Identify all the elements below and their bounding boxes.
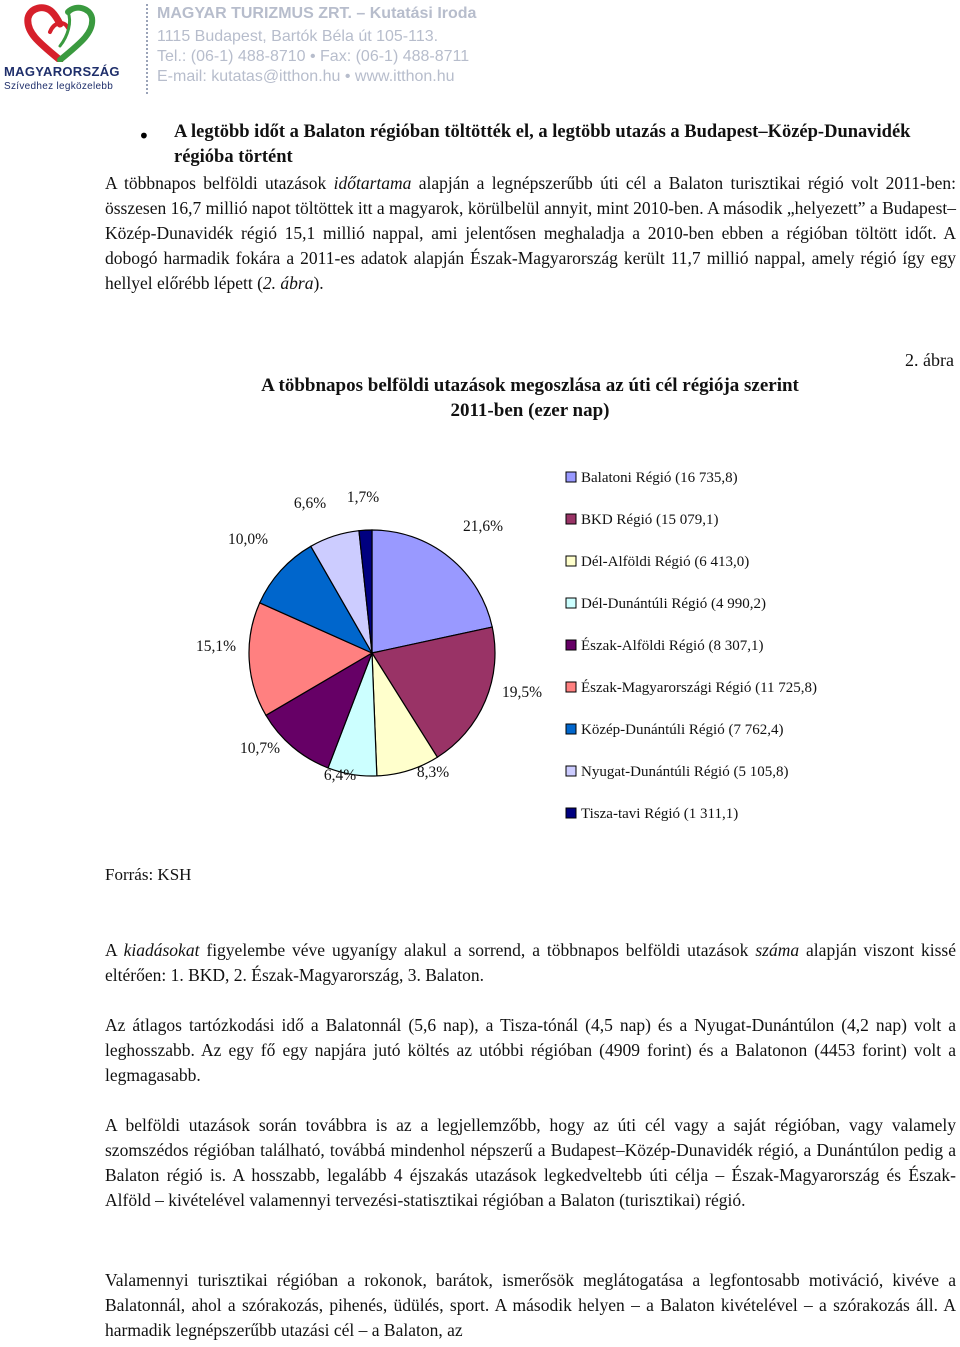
heart-logo-icon (18, 2, 102, 62)
magyarorszag-logo (4, 2, 124, 94)
legend-label: Dél-Dunántúli Régió (4 990,2) (581, 596, 766, 612)
paragraph-destinations: A belföldi utazások során továbbra is az a legjellemzőbb, hogy az úti cél vagy a saját régióban, vagy valamely szomszédos régióban található, továbbá mindenhol népszerű a Budapest–Közép-Dunavidék régió, a Dunántúlon pedig a Balaton régió is. A hosszabb, legalább 4 éjszakás utazások legkedveltebb úti célja – Észak-Magyarország és Észak-Alföld – kivételével valamennyi tervezési-statisztikai régióban a Balaton (turisztikai) régió. (105, 1115, 956, 1210)
header-org-name: MAGYAR TURIZMUS ZRT. – Kutatási Iroda (157, 5, 477, 22)
legend-label: Tisza-tavi Régió (1 311,1) (581, 806, 739, 822)
header-address: 1115 Budapest, Bartók Béla út 105-113. (157, 28, 439, 45)
paragraph-duration: A többnapos belföldi utazások időtartama alapján a legnépszerűbb úti cél a Balaton turisztikai régió volt 2011-ben: összesen 16,7 millió napot töltöttek itt a magyarok, körülbelül annyit, mint 2010-ben. A második „helyezett” a Budapest–Közép-Dunavidék régió 15,1 millió nappal, ami jelentősen meghaladja a 2010-ben ebben a régióban töltött időt. A dobogó harmadik fokára a 2011-es adatok alapján Észak-Magyarország került 11,7 millió nappal, amely régió így egy hellyel előrébb lépett (2. ábra). (105, 173, 956, 293)
slice-percent-label: 15,1% (195, 638, 237, 655)
legend-label: Észak-Magyarországi Régió (11 725,8) (581, 680, 818, 696)
legend-label: Dél-Alföldi Régió (6 413,0) (581, 554, 750, 570)
legend-swatch (566, 514, 576, 524)
paragraph-expenses: A kiadásokat figyelembe véve ugyanígy alakul a sorrend, a többnapos belföldi utazások száma alapján viszont kissé eltérően: 1. BKD, 2. Észak-Magyarország, 3. Balaton. (105, 940, 956, 985)
header-divider (146, 4, 148, 94)
legend-swatch (566, 766, 576, 776)
legend-swatch (566, 724, 576, 734)
legend-label: BKD Régió (15 079,1) (581, 512, 719, 528)
slice-percent-label: 10,7% (239, 740, 281, 757)
paragraph-motivation: Valamennyi turisztikai régióban a rokonok, barátok, ismerősök meglátogatása a legfontosabb motiváció, kivéve a Balatonnál, ahol a szórakozás, pihenés, üdülés, sport. A második helyen – a Balaton kivételével – a szórakozás áll. A harmadik legnépszerűbb utazási cél – a Balaton, az (105, 1270, 956, 1340)
slice-percent-label: 21,6% (462, 518, 504, 535)
figure-label: 2. ábra (905, 350, 954, 370)
logo-slogan: Szívedhez legközelebb (4, 81, 114, 92)
slice-percent-label: 8,3% (416, 764, 450, 781)
source-note: Forrás: KSH (105, 865, 192, 884)
header-phone-fax: Tel.: (06-1) 488-8710 • Fax: (06-1) 488-8711 (157, 48, 470, 65)
chart-title: A többnapos belföldi utazások megoszlása az úti cél régiója szerint 2011-ben (ezer nap) (261, 375, 799, 421)
legend-swatch (566, 808, 576, 818)
legend-swatch (566, 472, 576, 482)
legend-swatch (566, 556, 576, 566)
logo-wordmark: MAGYARORSZÁG (4, 64, 120, 79)
legend-swatch (566, 598, 576, 608)
legend-label: Közép-Dunántúli Régió (7 762,4) (581, 722, 784, 738)
paragraph-stay-length: Az átlagos tartózkodási idő a Balatonnál (5,6 nap), a Tisza-tónál (4,5 nap) és a Nyugat-Dunántúlon (4,2 nap) volt a leghosszabb. Az egy fő egy napjára jutó költés az utóbbi régióban (4909 forint) és a Balatonon (4453 forint) volt a legmagasabb. (105, 1015, 956, 1085)
slice-percent-label: 6,4% (323, 767, 357, 784)
slice-percent-label: 6,6% (293, 495, 327, 512)
legend-swatch (566, 682, 576, 692)
legend-label: Észak-Alföldi Régió (8 307,1) (581, 638, 764, 654)
pie-chart (0, 440, 960, 840)
section-headline: A legtöbb időt a Balaton régióban töltötték el, a legtöbb utazás a Budapest–Közép-Dunavidék régióba történt (174, 122, 911, 167)
bullet-icon: • (138, 124, 150, 148)
slice-percent-label: 19,5% (501, 684, 543, 701)
legend-label: Balatoni Régió (16 735,8) (581, 470, 738, 486)
slice-percent-label: 10,0% (227, 531, 269, 548)
legend-label: Nyugat-Dunántúli Régió (5 105,8) (581, 764, 789, 780)
header-contact: E-mail: kutatas@itthon.hu • www.itthon.hu (157, 68, 455, 85)
legend-swatch (566, 640, 576, 650)
slice-percent-label: 1,7% (346, 489, 380, 506)
